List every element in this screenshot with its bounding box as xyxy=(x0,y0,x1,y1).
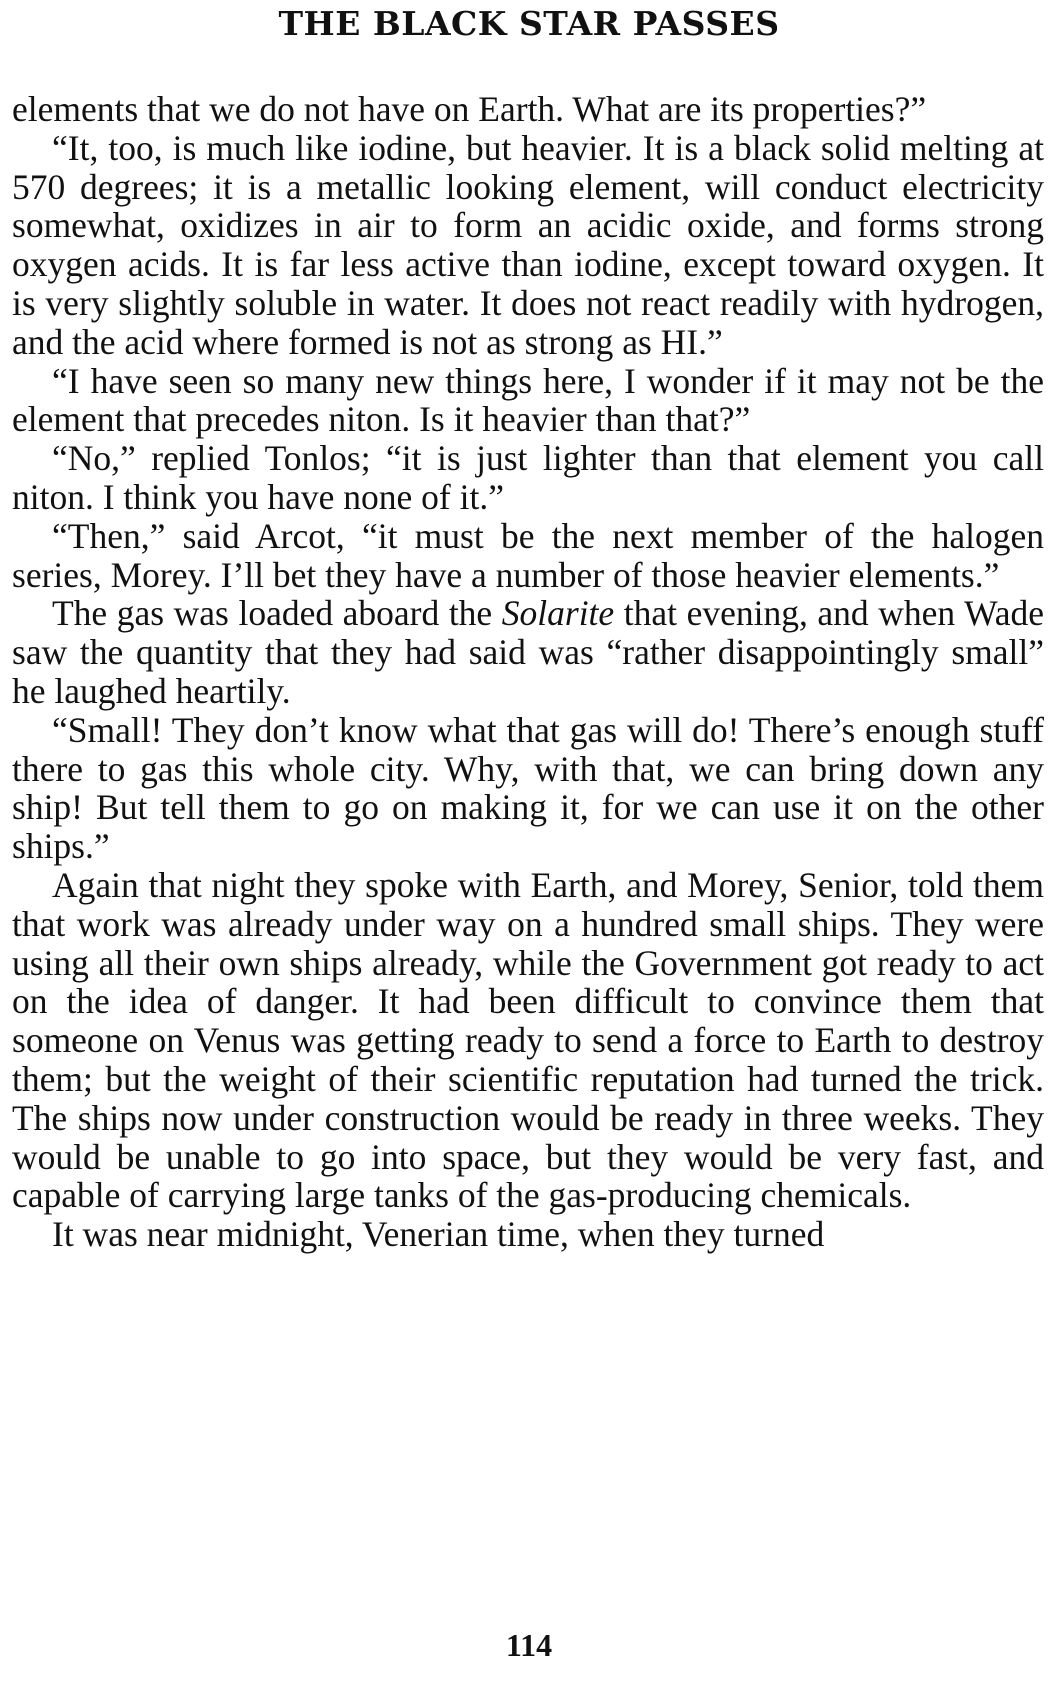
paragraph-5: “Then,” said Arcot, “it must be the next member of the halogen series, Morey. I’ll bet they have a number of those heavier elements.” xyxy=(12,515,1044,595)
paragraph-6-end: that evening, and when Wade saw the quantity that they had said was “rather disappointingly small” he laughed heartily. xyxy=(12,593,1044,711)
paragraph-2: “It, too, is much like iodine, but heavier. It is a black solid melting at 570 degrees; it is a metallic looking element, will conduct electricity somewhat, oxidizes in air to form an acidic oxide, and forms strong oxygen acids. It is far less active than iodine, except toward oxygen. It is very slightly soluble in water. It does not react readily with hydrogen, and the acid where formed is not as strong as HI.” xyxy=(12,127,1044,362)
body-text xyxy=(12,90,1044,1254)
ship-name: Solarite xyxy=(501,593,615,634)
paragraph-1: elements that we do not have on Earth. What are its properties?” xyxy=(12,89,927,129)
paragraph-6 xyxy=(12,594,1044,710)
paragraph-9: It was near midnight, Venerian time, when they turned xyxy=(52,1214,825,1255)
paragraph-4: “No,” replied Tonlos; “it is just lighter than that element you call niton. I think you have none of it.” xyxy=(12,438,1044,517)
running-head-title: THE BLACK STAR PASSES xyxy=(278,4,780,43)
paragraph-7: “Small! They don’t know what that gas will do! There’s enough stuff there to gas this whole city. Why, with that, we can bring down any ship! But tell them to go on making it, for we can use it on the other ships.” xyxy=(12,709,1044,867)
page-number: 114 xyxy=(505,1627,553,1663)
paragraph-3: “I have seen so many new things here, I wonder if it may not be the element that precedes niton. Is it heavier than that?” xyxy=(12,360,1044,440)
paragraph-8: Again that night they spoke with Earth, and Morey, Senior, told them that work was already under way on a hundred small ships. They were using all their own ships already, while the Government got ready to act on the idea of danger. It had been difficult to convince them that someone on Venus was getting ready to send a force to Earth to destroy them; but the weight of their scientific reputation had turned the trick. The ships now under construction would be ready in three weeks. They would be unable to go into space, but they would be very fast, and capable of carrying large tanks of the gas-producing chemicals. xyxy=(12,864,1044,1216)
paragraph-6-start: The gas was loaded aboard the xyxy=(52,593,502,634)
